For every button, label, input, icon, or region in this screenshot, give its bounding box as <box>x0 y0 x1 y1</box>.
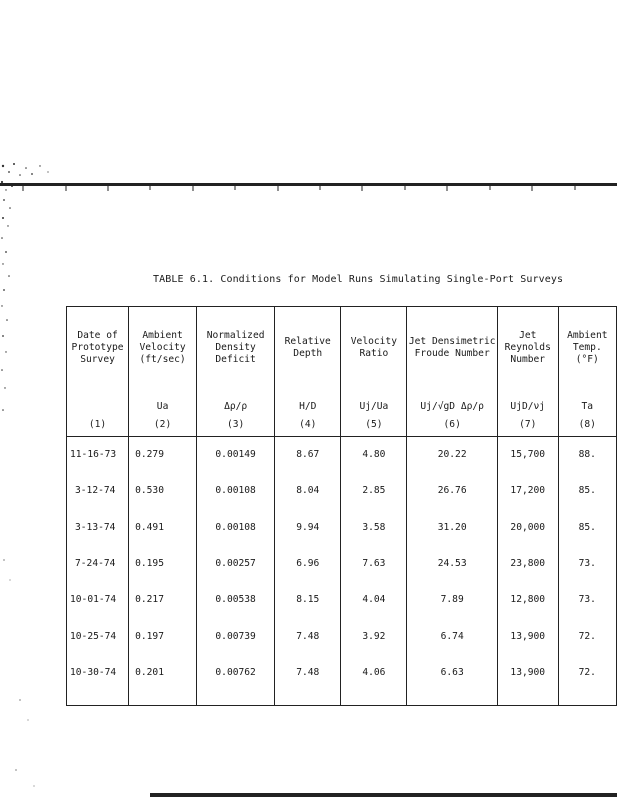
froude-number-cell: 7.89 <box>407 582 497 618</box>
column-header: Normalized Density Deficit <box>197 307 275 390</box>
table-row <box>67 655 617 691</box>
column-symbol: Ua <box>129 389 197 413</box>
velocity-ratio-cell: 4.04 <box>341 582 407 618</box>
column-symbol: Uj/√gD Δρ/ρ <box>407 389 497 413</box>
table-row <box>67 582 617 618</box>
ambient-temp-cell: 72. <box>558 618 616 654</box>
table-row <box>67 510 617 546</box>
velocity-ratio-cell: 3.58 <box>341 510 407 546</box>
column-header: Relative Depth <box>275 307 341 390</box>
scan-noise-edge <box>0 160 70 800</box>
survey-date-cell: 10-30-74 <box>67 655 129 691</box>
reynolds-number-cell: 20,000 <box>497 510 558 546</box>
reynolds-number-cell: 23,800 <box>497 546 558 582</box>
ambient-velocity-cell: 0.201 <box>129 655 197 691</box>
table-bottom-spacer <box>67 691 617 706</box>
column-symbol: Δρ/ρ <box>197 389 275 413</box>
header-index-row <box>67 413 617 437</box>
density-deficit-cell: 0.00108 <box>197 473 275 509</box>
relative-depth-cell: 7.48 <box>275 618 341 654</box>
froude-number-cell: 20.22 <box>407 437 497 474</box>
survey-date-cell: 10-25-74 <box>67 618 129 654</box>
ambient-velocity-cell: 0.491 <box>129 510 197 546</box>
reynolds-number-cell: 17,200 <box>497 473 558 509</box>
ruler-rule <box>0 183 617 191</box>
ambient-velocity-cell: 0.197 <box>129 618 197 654</box>
column-header: Ambient Temp. (°F) <box>558 307 616 390</box>
velocity-ratio-cell: 2.85 <box>341 473 407 509</box>
column-header: Date of Prototype Survey <box>67 307 129 390</box>
density-deficit-cell: 0.00538 <box>197 582 275 618</box>
ambient-temp-cell: 73. <box>558 546 616 582</box>
ambient-temp-cell: 73. <box>558 582 616 618</box>
froude-number-cell: 26.76 <box>407 473 497 509</box>
header-title-row <box>67 307 617 390</box>
column-header: Ambient Velocity (ft/sec) <box>129 307 197 390</box>
column-header: Jet Reynolds Number <box>497 307 558 390</box>
column-header: Velocity Ratio <box>341 307 407 390</box>
ambient-velocity-cell: 0.217 <box>129 582 197 618</box>
table-body <box>67 437 617 706</box>
ambient-velocity-cell: 0.530 <box>129 473 197 509</box>
survey-date-cell: 10-01-74 <box>67 582 129 618</box>
ambient-temp-cell: 85. <box>558 510 616 546</box>
reynolds-number-cell: 13,900 <box>497 618 558 654</box>
relative-depth-cell: 6.96 <box>275 546 341 582</box>
table-row <box>67 546 617 582</box>
density-deficit-cell: 0.00108 <box>197 510 275 546</box>
conditions-table <box>66 306 617 706</box>
density-deficit-cell: 0.00257 <box>197 546 275 582</box>
column-symbol: Ta <box>558 389 616 413</box>
table-row <box>67 473 617 509</box>
column-symbol: UjD/νj <box>497 389 558 413</box>
column-header: Jet Densimetric Froude Number <box>407 307 497 390</box>
ambient-velocity-cell: 0.279 <box>129 437 197 474</box>
relative-depth-cell: 7.48 <box>275 655 341 691</box>
ambient-temp-cell: 85. <box>558 473 616 509</box>
density-deficit-cell: 0.00739 <box>197 618 275 654</box>
table-row <box>67 437 617 474</box>
column-index: (8) <box>558 413 616 437</box>
table-caption: TABLE 6.1. Conditions for Model Runs Simulating Single-Port Surveys <box>153 274 564 285</box>
column-index: (6) <box>407 413 497 437</box>
relative-depth-cell: 9.94 <box>275 510 341 546</box>
column-index: (5) <box>341 413 407 437</box>
column-index: (1) <box>67 413 129 437</box>
relative-depth-cell: 8.04 <box>275 473 341 509</box>
survey-date-cell: 7-24-74 <box>67 546 129 582</box>
survey-date-cell: 3-12-74 <box>67 473 129 509</box>
reynolds-number-cell: 12,800 <box>497 582 558 618</box>
velocity-ratio-cell: 4.06 <box>341 655 407 691</box>
froude-number-cell: 31.20 <box>407 510 497 546</box>
velocity-ratio-cell: 4.80 <box>341 437 407 474</box>
column-symbol <box>67 389 129 413</box>
reynolds-number-cell: 15,700 <box>497 437 558 474</box>
velocity-ratio-cell: 7.63 <box>341 546 407 582</box>
ambient-temp-cell: 72. <box>558 655 616 691</box>
density-deficit-cell: 0.00762 <box>197 655 275 691</box>
ambient-velocity-cell: 0.195 <box>129 546 197 582</box>
column-index: (2) <box>129 413 197 437</box>
ambient-temp-cell: 88. <box>558 437 616 474</box>
bottom-rule <box>150 793 617 797</box>
reynolds-number-cell: 13,900 <box>497 655 558 691</box>
survey-date-cell: 11-16-73 <box>67 437 129 474</box>
froude-number-cell: 24.53 <box>407 546 497 582</box>
column-symbol: Uj/Ua <box>341 389 407 413</box>
table-row <box>67 618 617 654</box>
column-index: (4) <box>275 413 341 437</box>
density-deficit-cell: 0.00149 <box>197 437 275 474</box>
froude-number-cell: 6.74 <box>407 618 497 654</box>
froude-number-cell: 6.63 <box>407 655 497 691</box>
header-symbol-row <box>67 389 617 413</box>
velocity-ratio-cell: 3.92 <box>341 618 407 654</box>
survey-date-cell: 3-13-74 <box>67 510 129 546</box>
relative-depth-cell: 8.67 <box>275 437 341 474</box>
column-index: (3) <box>197 413 275 437</box>
column-symbol: H/D <box>275 389 341 413</box>
column-index: (7) <box>497 413 558 437</box>
relative-depth-cell: 8.15 <box>275 582 341 618</box>
